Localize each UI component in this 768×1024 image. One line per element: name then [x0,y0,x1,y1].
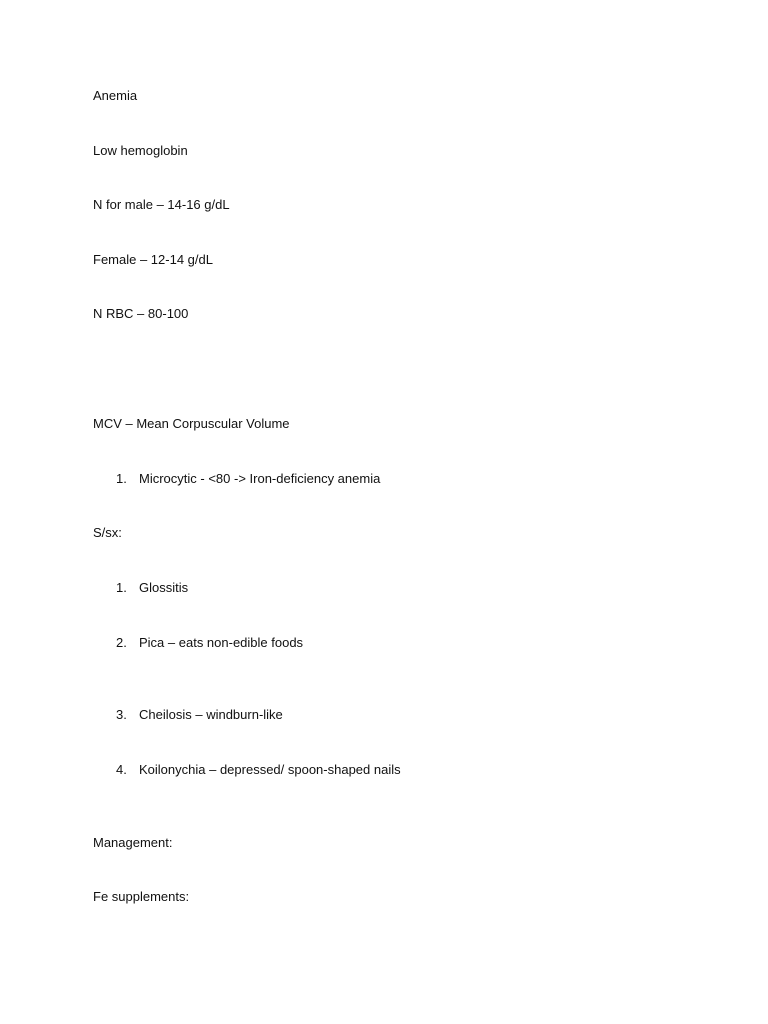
signs-heading: S/sx: [93,525,122,540]
list-item-number: 3. [116,707,127,722]
list-item-number: 1. [116,580,127,595]
normal-rbc-text: N RBC – 80-100 [93,306,189,321]
list-item-number: 1. [116,471,127,486]
mcv-heading: MCV – Mean Corpuscular Volume [93,416,290,431]
list-item-text: Koilonychia – depressed/ spoon-shaped nails [139,762,401,777]
document-title: Anemia [93,88,138,103]
list-item-text: Glossitis [139,580,189,595]
normal-male-text: N for male – 14-16 g/dL [93,197,230,212]
list-item-number: 2. [116,635,127,650]
list-item-text: Pica – eats non-edible foods [139,635,304,650]
management-heading: Management: [93,835,173,850]
supplements-heading: Fe supplements: [93,889,190,904]
list-item-text: Microcytic - <80 -> Iron-deficiency anemia [139,471,381,486]
normal-female-text: Female – 12-14 g/dL [93,252,213,267]
definition-text: Low hemoglobin [93,143,188,158]
list-item-number: 4. [116,762,127,777]
list-item-text: Cheilosis – windburn-like [139,707,283,722]
